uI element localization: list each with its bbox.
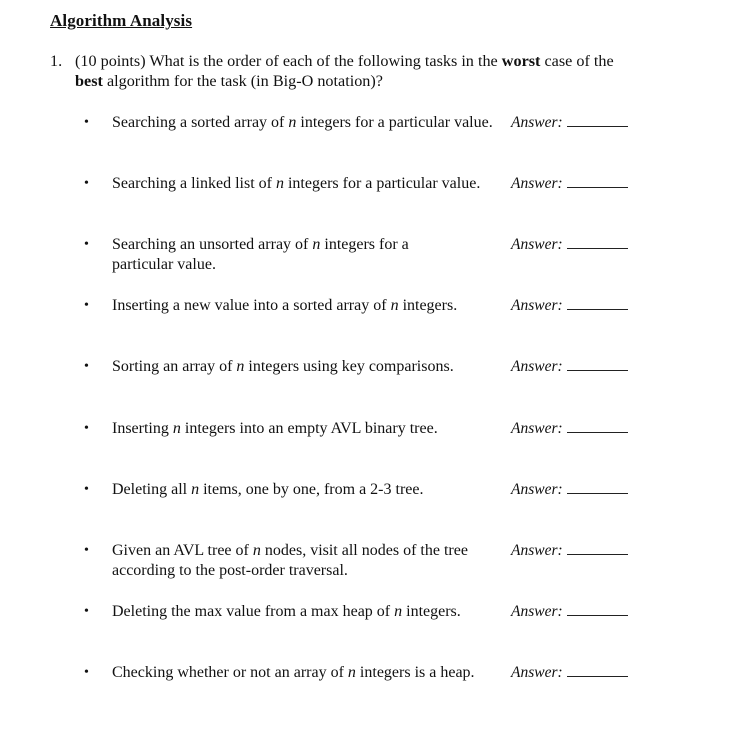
answer-label: Answer:	[511, 542, 563, 559]
answer-field	[511, 296, 628, 316]
answer-label: Answer:	[511, 481, 563, 498]
answer-field	[511, 480, 628, 500]
task-text	[112, 541, 482, 581]
bullet-icon: •	[84, 665, 89, 680]
task-variable: n	[172, 420, 181, 437]
question-bold-worst: worst	[501, 52, 541, 70]
answer-blank[interactable]	[567, 236, 628, 249]
task-text-pre: Given an AVL tree of	[112, 542, 253, 559]
answer-field	[511, 419, 628, 439]
task-variable: n	[312, 236, 321, 253]
answer-blank[interactable]	[567, 481, 628, 494]
task-text-post: integers for a particular value.	[283, 175, 481, 192]
task-text	[112, 663, 482, 683]
answer-label: Answer:	[511, 603, 563, 620]
answer-label: Answer:	[511, 664, 563, 681]
task-text-pre: Deleting the max value from a max heap of	[112, 603, 395, 620]
answer-label: Answer:	[511, 236, 563, 253]
answer-label: Answer:	[511, 114, 563, 131]
bullet-icon: •	[84, 359, 89, 374]
task-variable: n	[288, 114, 297, 131]
task-variable: n	[394, 603, 403, 620]
task-text-post: nodes, visit all nodes of the tree according to the post-order traversal.	[112, 542, 468, 579]
task-variable: n	[275, 175, 284, 192]
bullet-icon: •	[84, 298, 89, 313]
answer-field	[511, 113, 628, 133]
task-text-pre: Searching a linked list of	[112, 175, 276, 192]
question-line1-post: case of the	[540, 52, 614, 70]
answer-label: Answer:	[511, 297, 563, 314]
task-text-pre: Searching a sorted array of	[112, 114, 289, 131]
bullet-icon: •	[84, 482, 89, 497]
bullet-icon: •	[84, 237, 89, 252]
answer-field	[511, 602, 628, 622]
task-text	[112, 235, 442, 275]
task-text-pre: Checking whether or not an array of	[112, 664, 348, 681]
answer-label: Answer:	[511, 175, 563, 192]
task-text-post: items, one by one, from a 2-3 tree.	[199, 481, 424, 498]
question-bold-best: best	[75, 72, 103, 90]
task-text-pre: Sorting an array of	[112, 358, 237, 375]
task-text-post: integers.	[402, 603, 461, 620]
task-text	[112, 174, 497, 194]
answer-blank[interactable]	[567, 542, 628, 555]
bullet-icon: •	[84, 115, 89, 130]
task-text	[112, 602, 497, 622]
task-text	[112, 357, 497, 377]
answer-blank[interactable]	[567, 603, 628, 616]
task-text-pre: Deleting all	[112, 481, 192, 498]
task-text-post: integers is a heap.	[355, 664, 475, 681]
answer-blank[interactable]	[567, 664, 628, 677]
answer-label: Answer:	[511, 358, 563, 375]
task-variable: n	[390, 297, 399, 314]
answer-blank[interactable]	[567, 420, 628, 433]
task-text	[112, 296, 497, 316]
question-line2-post: algorithm for the task (in Big-O notation)?	[102, 72, 383, 90]
task-text	[112, 480, 497, 500]
answer-field	[511, 541, 628, 561]
question-points: (10 points)	[75, 52, 146, 70]
answer-blank[interactable]	[567, 358, 628, 371]
bullet-icon: •	[84, 543, 89, 558]
task-text	[112, 113, 497, 133]
bullet-icon: •	[84, 421, 89, 436]
task-text	[112, 419, 497, 439]
bullet-icon: •	[84, 604, 89, 619]
task-text-post: integers for a particular value.	[296, 114, 493, 131]
answer-field	[511, 235, 628, 255]
answer-blank[interactable]	[567, 175, 628, 188]
task-variable: n	[347, 664, 356, 681]
task-variable: n	[236, 358, 245, 375]
answer-field	[511, 174, 628, 194]
answer-blank[interactable]	[567, 114, 628, 127]
answer-field	[511, 357, 628, 377]
task-text-post: integers using key comparisons.	[244, 358, 454, 375]
task-text-post: integers into an empty AVL binary tree.	[180, 420, 438, 437]
task-variable: n	[252, 542, 261, 559]
answer-blank[interactable]	[567, 297, 628, 310]
task-text-pre: Inserting a new value into a sorted array of	[112, 297, 391, 314]
task-variable: n	[191, 481, 200, 498]
task-text-pre: Searching an unsorted array of	[112, 236, 313, 253]
bullet-icon: •	[84, 176, 89, 191]
answer-field	[511, 663, 628, 683]
page-title: Algorithm Analysis	[50, 11, 193, 30]
question-number: 1.	[50, 52, 63, 70]
task-text-post: integers for a particular value.	[112, 236, 409, 273]
task-text-post: integers.	[398, 297, 458, 314]
task-text-pre: Inserting	[112, 420, 173, 437]
answer-label: Answer:	[511, 420, 563, 437]
question-line1-pre: What is the order of each of the following tasks in the	[145, 52, 502, 70]
